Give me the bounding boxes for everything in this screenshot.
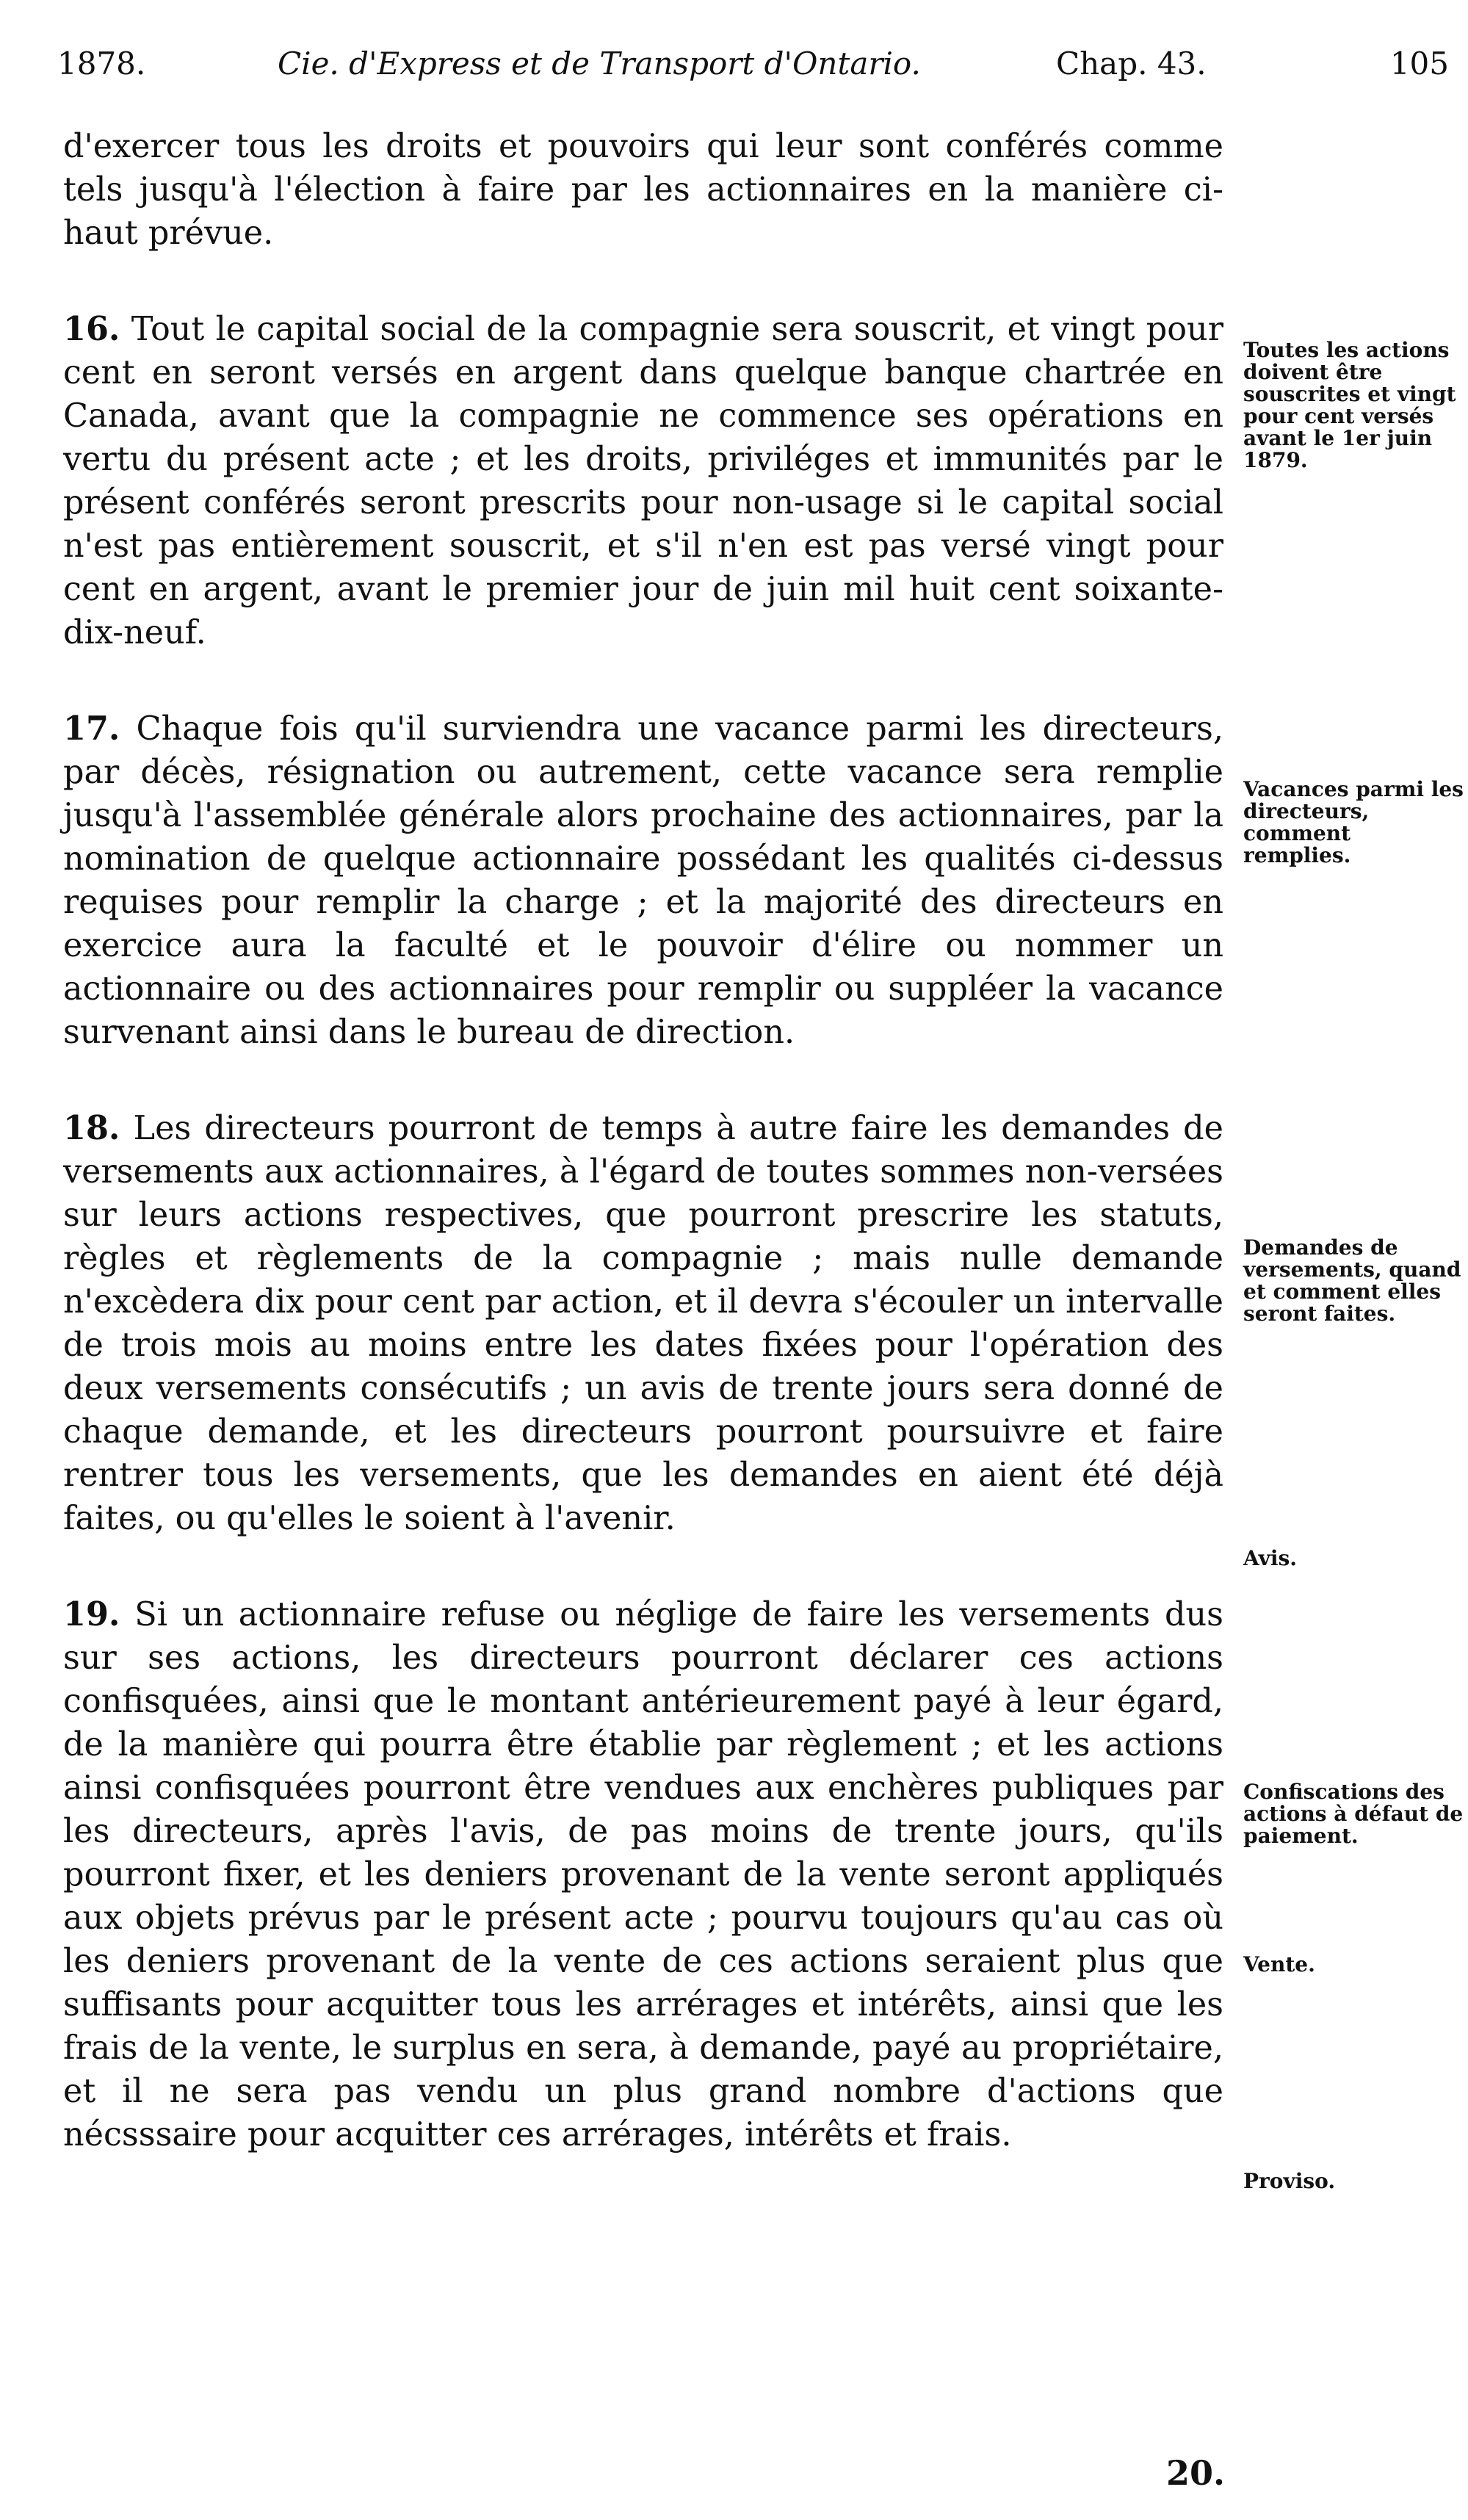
margin-note-avis: Avis. [1243,1546,1298,1570]
paragraph-text: Si un actionnaire refuse ou néglige de faire les versements dus sur ses actions, les directeurs pourront déclarer ces actions confisquées, ainsi que le montant antérieurement payé à leur égard, de la manière qui pourra être établie par règlement ; et les actions ainsi confisquées pourront être vendues aux enchères publiques par les directeurs, après l'avis, de pas moins de trente jours, qu'ils pourront fixer, et les deniers provenant de la vente seront appliqués aux objets prévus par le présent acte ; pourvu toujours qu'au cas où les deniers provenant de la vente de ces actions seraient plus que suffisants pour acquitter tous les arrérages et intérêts, ainsi que les frais de la vente, le surplus en sera, à demande, payé au propriétaire, et il ne sera pas vendu un plus grand nombre d'actions que nécsssaire pour acquitter ces arrérages, intérêts et frais. [63,1596,1223,2153]
paragraph-text: Chaque fois qu'il surviendra une vacance parmi les directeurs, par décès, résignation ou autrement, cette vacance sera remplie jusqu'à l'assemblée générale alors prochaine des actionnaires, par la nomination de quelque actionnaire possédant les qualités ci-dessus requises pour remplir la charge ; et la majorité des directeurs en exercice aura la faculté et le pouvoir d'élire ou nommer un actionnaire ou des actionnaires pour remplir ou suppléer la vacance survenant ainsi dans le bureau de direction. [63,710,1223,1051]
header-year: 1878. [57,46,146,82]
margin-note-section-16: Toutes les actions doivent être souscrites et vingt pour cent versés avant le 1er juin 1879. [1243,338,1456,472]
margin-note-section-17: Vacances parmi les directeurs, comment remplies. [1243,777,1464,867]
section-number: 16. [63,310,120,348]
margin-note-section-19: Confiscations des actions à défaut de paiement. [1243,1780,1464,1848]
paragraph-text: Tout le capital social de la compagnie sera souscrit, et vingt pour cent en seront versés en argent dans quelque banque chartrée en Canada, avant que la compagnie ne commence ses opérations en vertu du présent acte ; et les droits, priviléges et immunités par le présent conférés seront prescrits pour non-usage si le capital social n'est pas entièrement souscrit, et s'il n'en est pas versé vingt pour cent en argent, avant le premier jour de juin mil huit cent soixante-dix-neuf. [63,311,1223,651]
section-19 [63,1593,1223,2156]
section-number: 19. [63,1595,120,1633]
paragraph-text: d'exercer tous les droits et pouvoirs qui leur sont conférés comme tels jusqu'à l'élection à faire par les actionnaires en la manière ci-haut prévue. [63,128,1223,252]
section-18 [63,1107,1223,1540]
section-number: 18. [63,1109,120,1147]
section-17 [63,707,1223,1054]
margin-note-vente: Vente. [1243,1952,1315,1976]
paragraph-text: Les directeurs pourront de temps à autre faire les demandes de versements aux actionnaires, à l'égard de toutes sommes non-versées sur leurs actions respectives, que pourront prescrire les statuts, règles et règlements de la compagnie ; mais nulle demande n'excèdera dix pour cent par action, et il devra s'écouler un intervalle de trois mois au moins entre les dates fixées pour l'opération des deux versements consécutifs ; un avis de trente jours sera donné de chaque demande, et les directeurs pourront poursuivre et faire rentrer tous les versements, que les demandes en aient été déjà faites, ou qu'elles le soient à l'avenir. [63,1110,1223,1537]
margin-note-section-18: Demandes de versements, quand et comment elles seront faites. [1243,1235,1461,1326]
paragraph-continuation [63,125,1223,255]
catchword: 20. [1166,2453,1226,2493]
body-text [63,125,1223,2156]
header-chapter: Chap. 43. [1056,46,1207,82]
section-number: 17. [63,710,120,748]
running-header [57,46,1449,97]
margin-note-proviso: Proviso. [1243,2169,1336,2193]
header-title: Cie. d'Express et de Transport d'Ontario. [278,46,921,82]
page-number: 105 [1389,46,1449,82]
section-16 [63,308,1223,654]
